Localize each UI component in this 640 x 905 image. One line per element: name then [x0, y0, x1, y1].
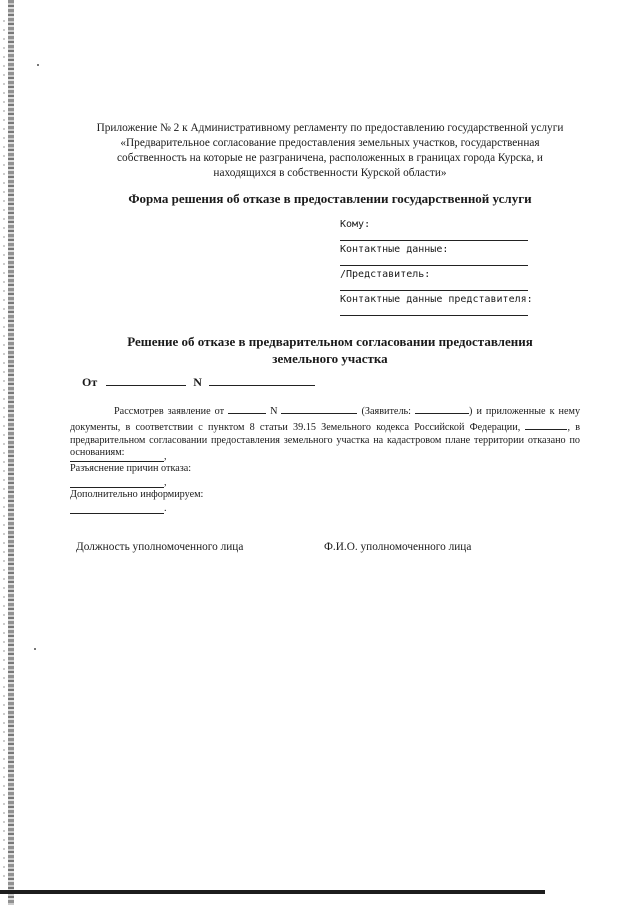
- grounds-blank: [525, 418, 567, 430]
- addressee-rep-contacts-line: [340, 306, 528, 316]
- app-date-blank: [228, 402, 266, 414]
- date-blank: [106, 374, 186, 386]
- scan-edge-artifact: [8, 0, 14, 905]
- explanation-label: Разъяснение причин отказа:: [70, 463, 192, 474]
- scan-edge-artifact-2: [3, 20, 5, 880]
- additional-label: Дополнительно информируем:: [70, 489, 204, 500]
- from-label: От: [82, 375, 98, 389]
- grounds-comma: ,: [164, 451, 167, 462]
- scan-speck: [34, 648, 36, 650]
- header-line-2: «Предварительное согласование предоставления земельных участков, государственная: [120, 137, 540, 149]
- decision-title: [80, 333, 580, 367]
- addressee-rep-contacts-label: Контактные данные представителя:: [340, 294, 533, 305]
- number-blank: [209, 374, 315, 386]
- body-p1-a: Рассмотрев заявление от: [114, 406, 225, 417]
- form-title: Форма решения об отказе в предоставлении государственной услуги: [128, 191, 532, 206]
- addressee-contacts: [340, 244, 555, 266]
- scan-speck: [37, 64, 39, 66]
- scan-bottom-bar: [0, 890, 545, 894]
- addressee-contacts-line: [340, 256, 528, 266]
- header-line-3: собственность на которые не разграничена, расположенных в границах города Курска, и: [117, 152, 543, 164]
- decision-body: [70, 402, 580, 460]
- additional-period: .: [164, 503, 167, 514]
- decision-date-number: [82, 374, 315, 390]
- explanation-fill-line: [70, 486, 164, 488]
- appendix-header: [60, 121, 600, 181]
- addressee-contacts-label: Контактные данные:: [340, 244, 449, 255]
- addressee-representative-label: /Представитель:: [340, 269, 431, 280]
- header-line-4: находящихся в собственности Курской области»: [213, 167, 447, 179]
- addressee-representative-line: [340, 281, 528, 291]
- additional-fill-line: [70, 512, 164, 514]
- signature-position: Должность уполномоченного лица: [76, 541, 244, 553]
- signature-name: Ф.И.О. уполномоченного лица: [324, 541, 472, 553]
- body-p1-n: N: [270, 406, 278, 417]
- addressee-to: [340, 219, 555, 241]
- number-label: N: [193, 375, 202, 389]
- addressee-representative: [340, 269, 555, 291]
- app-number-blank: [281, 402, 357, 414]
- addressee-to-label: Кому:: [340, 219, 371, 230]
- body-p1-b: (Заявитель:: [361, 406, 412, 417]
- header-line-1: Приложение № 2 к Административному регламенту по предоставлению государственной услуги: [96, 122, 564, 134]
- decision-title-line-2: земельного участка: [272, 351, 388, 366]
- body-p1-c: ) и приложенные к нему документы, в соответствии с пунктом 8 статьи 39.15 Земельного кодекса Российской Федерации,: [70, 406, 581, 434]
- addressee-rep-contacts: [340, 294, 555, 316]
- explanation-comma: ,: [164, 477, 167, 488]
- addressee-to-line: [340, 231, 528, 241]
- applicant-blank: [415, 402, 469, 414]
- body-p1-d: , в предварительном согласовании предоставления земельного участка на кадастровом плане территории отказано по основаниям:: [70, 422, 581, 459]
- decision-title-line-1: Решение об отказе в предварительном согласовании предоставления: [127, 334, 533, 349]
- grounds-fill-line: [70, 460, 164, 462]
